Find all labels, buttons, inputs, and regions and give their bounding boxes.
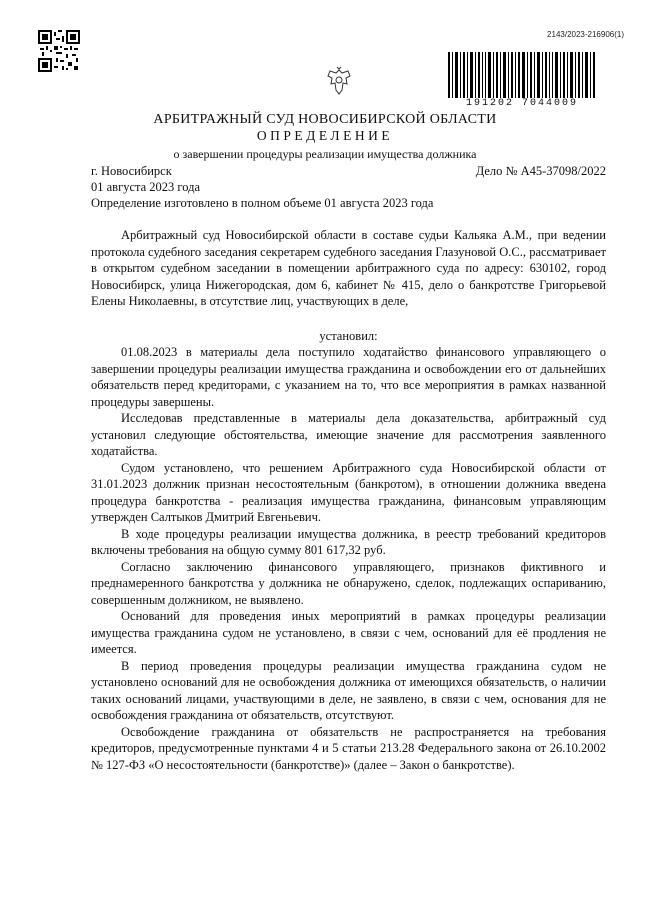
document-reference-number: 2143/2023-216906(1)	[547, 30, 624, 39]
body-paragraph: Судом установлено, что решением Арбитражного суда Новосибирской области от 31.01.2023 должник признан несостоятельным (банкротом), в отношении должника введена процедура банкротства - реализация имущества гражданина, финансовым управляющим утвержден Салтыков Дмитрий Евгеньевич.	[91, 460, 606, 524]
established-heading: установил:	[319, 328, 378, 343]
coat-of-arms-emblem	[326, 66, 352, 96]
body-paragraph: В период проведения процедуры реализации имущества гражданина судом не установлено оснований для не освобождения должника от имеющихся обязательств, о наличии таких оснований лицами, участвующими в деле, не заявлено, в связи с чем, основания для не освобождения гражданина от обязательств, отсутствуют.	[91, 658, 606, 722]
intro-paragraph: Арбитражный суд Новосибирской области в составе судьи Кальяка А.М., при ведении протокола судебного заседания секретарем судебного заседания Глазуновой О.С., рассматривает в открытом судебном заседании в помещении арбитражного суда по адресу: 630102, город Новосибирск, улица Нижегородская, дом 6, кабинет № 415, дело о банкротстве Григорьевой Елены Николаевны, в отсутствие лиц, участвующих в деле,	[91, 228, 606, 308]
document-body	[91, 227, 606, 773]
body-paragraph: В ходе процедуры реализации имущества должника, в реестр требований кредиторов включены требования на общую сумму 801 617,32 руб.	[91, 526, 606, 557]
document-subject: о завершении процедуры реализации имущества должника	[173, 147, 477, 161]
body-paragraph: Освобождение гражданина от обязательств не распространяется на требования кредиторов, предусмотренные пунктами 4 и 5 статьи 213.28 Федерального закона от 26.10.2002 № 127-ФЗ «О несостоятельности (банкротстве)» (далее – Закон о банкротстве).	[91, 724, 606, 772]
decision-date: 01 августа 2023 года	[91, 180, 201, 194]
body-paragraph: Согласно заключению финансового управляющего, признаков фиктивного и преднамеренного банкротства у должника не обнаружено, сделок, подлежащих оспариванию, совершенным должником, не выявлено.	[91, 559, 606, 607]
barcode	[446, 52, 598, 98]
city: г. Новосибирск	[91, 164, 172, 178]
made-in-full-note: Определение изготовлено в полном объеме 01 августа 2023 года	[91, 196, 434, 210]
qr-code	[38, 30, 80, 72]
court-name: АРБИТРАЖНЫЙ СУД НОВОСИБИРСКОЙ ОБЛАСТИ	[153, 112, 497, 127]
body-paragraph: 01.08.2023 в материалы дела поступило ходатайство финансового управляющего о завершении процедуры реализации имущества гражданина и освобождении его от дальнейших обязательств перед кредиторами, с указанием на то, что все мероприятия в рамках названной процедуры завершены.	[91, 345, 606, 409]
body-paragraph: Исследовав представленные в материалы дела доказательства, арбитражный суд установил следующие обстоятельства, имеющие значение для рассмотрения заявленного ходатайства.	[91, 411, 606, 458]
case-number: Дело № А45-37098/2022	[475, 164, 606, 178]
barcode-number: 191202 7044009	[465, 98, 578, 109]
body-paragraph: Оснований для проведения иных мероприятий в рамках процедуры реализации имущества гражданина судом не установлено, в связи с чем, оснований для её продления не имеется.	[91, 609, 606, 656]
document-type: ОПРЕДЕЛЕНИЕ	[256, 128, 394, 143]
